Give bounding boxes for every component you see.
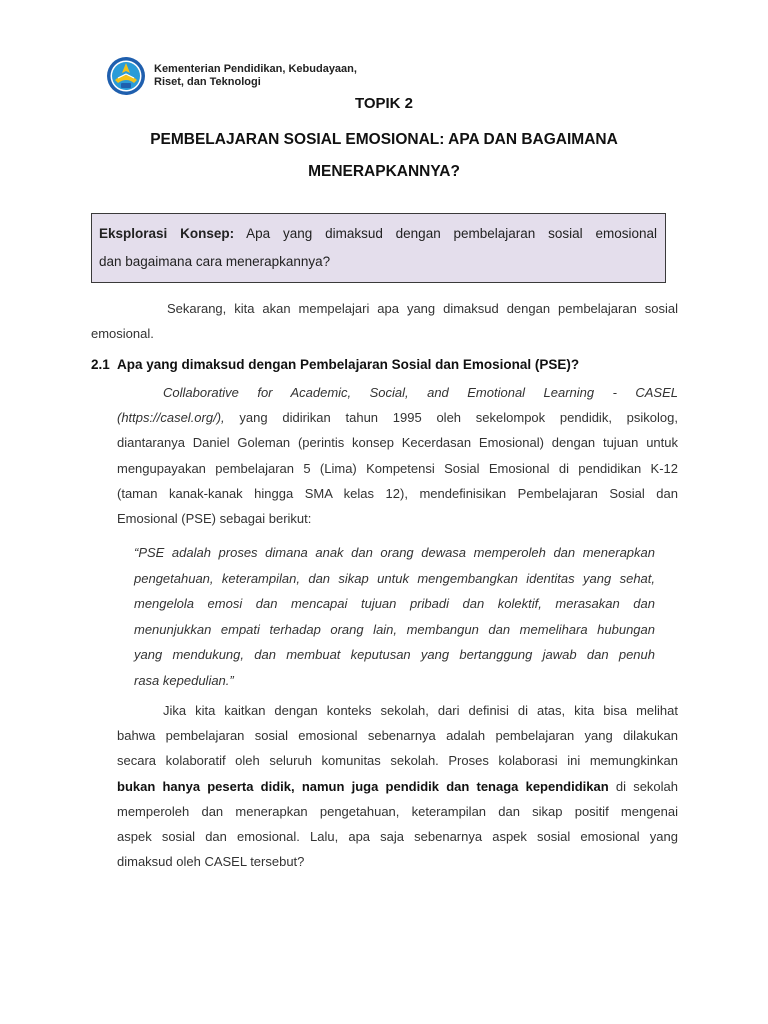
- concept-exploration-line-1: [99, 220, 657, 248]
- context-line-1: [117, 698, 678, 723]
- page-title: [84, 124, 684, 188]
- casel-paragraph: [117, 380, 678, 531]
- quote-line-5: yang mendukung, dan membuat keputusan yang bertanggung jawab dan penuh: [134, 647, 655, 662]
- context-line-4-text: di sekolah: [608, 778, 679, 794]
- topic-heading: TOPIK 2: [354, 95, 414, 112]
- ministry-name-line-2: Riset, dan Teknologi: [154, 76, 261, 88]
- context-line-1-text: Jika kita kaitkan dengan konteks sekolah, dari definisi di atas, kita bisa melihat: [163, 703, 678, 718]
- page-title-line-1: PEMBELAJARAN SOSIAL EMOSIONAL: APA DAN BAGAIMANA: [150, 131, 618, 148]
- casel-line-3: diantaranya Daniel Goleman (perintis konsep Kecerdasan Emosional) dengan tujuan untuk: [117, 435, 678, 451]
- concept-exploration-question-start: Apa yang dimaksud dengan pembelajaran sosial emosional: [234, 226, 657, 241]
- casel-line-4: mengupayakan pembelajaran 5 (Lima) Kompetensi Sosial Emosional di pendidikan K-12: [117, 460, 678, 476]
- intro-paragraph: [91, 296, 678, 346]
- context-line-5: memperoleh dan menerapkan pengetahuan, keterampilan dan sikap positif mengenai: [117, 803, 678, 819]
- casel-link[interactable]: (https://casel.org/),: [117, 410, 225, 426]
- concept-exploration-label: Eksplorasi Konsep:: [99, 226, 235, 241]
- intro-line-1-text: Sekarang, kita akan mempelajari apa yang dimaksud dengan pembelajaran sosial: [167, 301, 678, 316]
- concept-exploration-box: [91, 213, 666, 283]
- casel-line-6: Emosional (PSE) sebagai berikut:: [117, 511, 312, 527]
- quote-line-6: rasa kepedulian.”: [134, 672, 234, 688]
- pse-definition-quote: [134, 540, 655, 693]
- quote-line-3: mengelola emosi dan mencapai tujuan pribadi dan kolektif, merasakan dan: [134, 596, 655, 611]
- school-context-paragraph: [117, 698, 678, 874]
- section-number: 2.1: [91, 357, 110, 372]
- ministry-logo-icon: [106, 56, 146, 96]
- casel-line-1: [117, 380, 678, 405]
- context-line-7: dimaksud oleh CASEL tersebut?: [117, 854, 305, 870]
- concept-exploration-line-2: dan bagaimana cara menerapkannya?: [99, 254, 331, 269]
- quote-line-1: “PSE adalah proses dimana anak dan orang dewasa memperoleh dan menerapkan: [134, 545, 655, 560]
- page-title-line-2: MENERAPKANNYA?: [308, 163, 460, 180]
- casel-line-5: (taman kanak-kanak hingga SMA kelas 12), mendefinisikan Pembelajaran Sosial dan: [117, 485, 678, 501]
- intro-line-1: [117, 296, 678, 321]
- context-line-3: secara kolaboratif oleh seluruh komunitas sekolah. Proses kolaborasi ini memungkinkan: [117, 753, 678, 769]
- ministry-name: [154, 63, 414, 89]
- intro-line-2-text: emosional.: [91, 326, 154, 341]
- casel-line-2: [117, 405, 678, 430]
- context-line-2: bahwa pembelajaran sosial emosional sebenarnya adalah pembelajaran yang dilakukan: [117, 728, 678, 744]
- quote-line-4: menunjukkan empati terhadap orang lain, membangun dan memelihara hubungan: [134, 621, 655, 637]
- section-title: Apa yang dimaksud dengan Pembelajaran Sosial dan Emosional (PSE)?: [117, 357, 580, 372]
- context-line-4: [117, 774, 678, 799]
- section-heading: [91, 357, 691, 372]
- casel-line-2-text: yang didirikan tahun 1995 oleh sekelompok pendidik, psikolog,: [224, 410, 678, 426]
- quote-line-2: pengetahuan, keterampilan, dan sikap untuk mengembangkan identitas yang sehat,: [134, 570, 655, 586]
- intro-line-2: [91, 321, 678, 346]
- casel-line-1-text: Collaborative for Academic, Social, and Emotional Learning - CASEL: [163, 385, 678, 400]
- context-emphasis: bukan hanya peserta didik, namun juga pendidik dan tenaga kependidikan: [117, 778, 609, 794]
- ministry-name-line-1: Kementerian Pendidikan, Kebudayaan,: [154, 63, 357, 75]
- context-line-6: aspek sosial dan emosional. Lalu, apa saja sebenarnya aspek sosial emosional yang: [117, 829, 678, 845]
